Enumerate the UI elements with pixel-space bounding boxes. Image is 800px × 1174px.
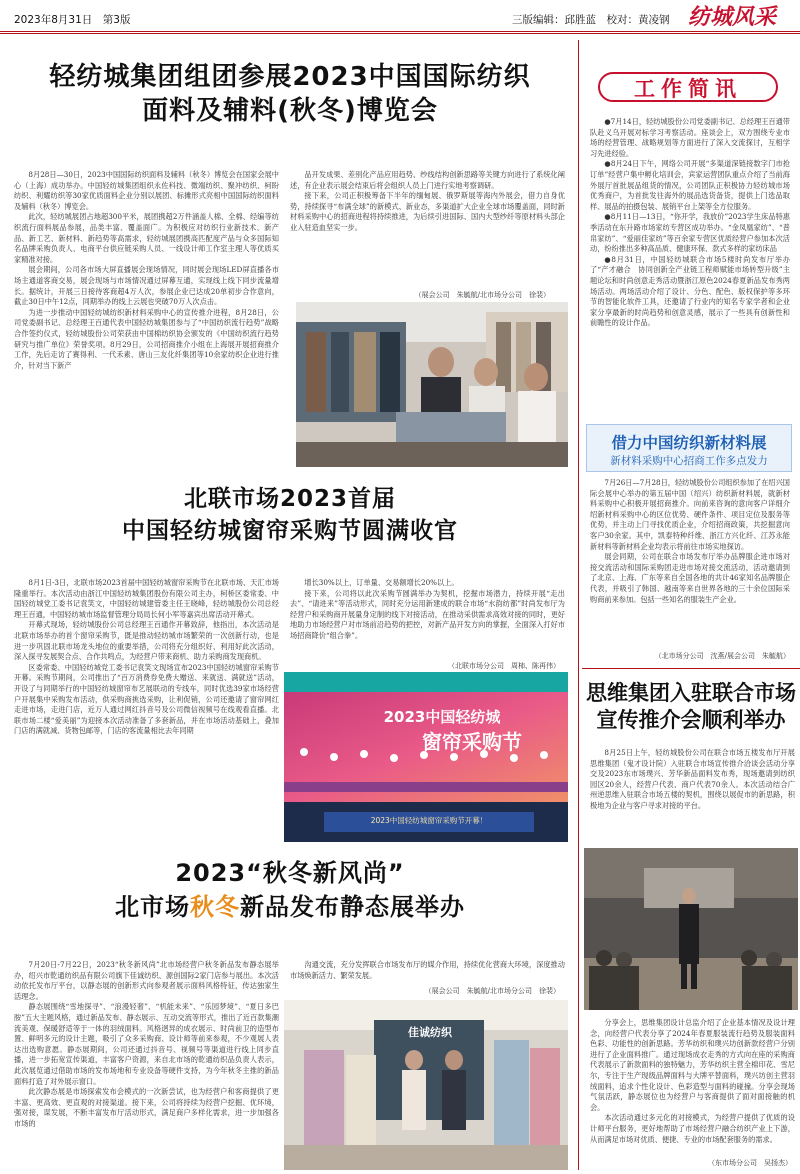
article1-col2 — [290, 170, 565, 288]
work-briefs-title: 工作简讯 — [634, 77, 742, 101]
article2-col2 — [290, 578, 565, 658]
paragraph: 本次活动通过多元化的对接模式，为经营户提供了优质的设计师平台服务，更好地帮助了市场经营户融合纺织产业上下游，从而满足市场对优质、便捷、专业的市场配套服务的需求。 — [590, 1113, 795, 1144]
paragraph: 品开发成果、差别化产品应用趋势、纱线结构创新思路等关键方向进行了系统化阐述，有企业表示展会结束后将会组织人员上门进行实地考察调研。 — [290, 170, 565, 190]
static-exhibition-photo — [284, 1000, 568, 1170]
stage-logo: 佳诚纺织 — [408, 1026, 452, 1039]
column-divider — [578, 40, 579, 1170]
paragraph: 7月26日—7月28日，轻纺城股份公司组织参加了在绍兴国际会展中心举办的第五届中国（绍兴）纺织新材料展，就新材料采购中心积极开展招商推介。向前来咨询的意向客户详细介绍新材料采购中心的区位优势、硬件条件、项目定位及服务等优势，并主动上门寻找优质企业，介绍招商政策，共挖掘意向客户30余家。其中，凯泰特种纤维、浙江方兴化纤、江苏永能新材料等新材料企业均表示将前往市场实地探访。 — [590, 478, 790, 551]
siwei-body-top — [590, 748, 795, 840]
brand-logo: 纺城风采 — [688, 4, 777, 30]
article3-title-line2 — [30, 890, 550, 924]
runway-photo — [584, 848, 798, 1010]
brief-item: ●8月31日，中国轻纺城联合市场5楼时尚发布厅举办了“产才融合 协同创新全产业链工程师赋能市场转型升级”主题论坛和时尚创意走秀活动暨浙江原色2024春夏新品发布秀两场活动。两场活动介绍了设计、分色、配色、版权保护等多环节的智能化软件工具，还邀请了行业内的知名专家学者和企业家分享最新的时尚趋势和创意灵感，展示了一些具有创新性和前瞻性的设计作品。 — [590, 254, 790, 328]
article1-credit: （展会公司 朱毓航/北市场分公司 徐裴） — [414, 291, 550, 299]
paragraph: 展会期间，公司各市场大屏直播展会现场情况，同时展会现场LED屏直播各市场主通道客商交易，展会现场与市场情况通过屏幕互通，实现线上线下同步流量增长。据统计，开展三日接待客商超4万人次，参展企业已达成20单初步合作意向，截止30日中午12点，同期举办的线上云展也突破70万人次点击。 — [14, 265, 279, 307]
expo-booth-photo — [296, 302, 568, 467]
article2-headline — [40, 483, 540, 547]
siwei-title-line2: 宣传推介会顺利举办 — [596, 708, 786, 732]
paragraph: 8月1日-3日，北联市场2023首届中国轻纺城窗帘采购节在北联市场、天汇市场隆重举行。本次活动由浙江中国轻纺城集团股份有限公司主办，柯桥区委常委、中国轻纺城党工委书记袁笑文，中国轻纺城建管委主任王晓峰，轻纺城股份公司总经理王百通，中国轻纺城市场监督管理分局局长何小军等嘉宾出席活动开幕式。 — [14, 578, 279, 619]
paragraph: 开幕式现场，轻纺城股份公司总经理王百通作开幕致辞，他指出，本次活动是北联市场举办的首个窗帘采购节，既是推动轻纺城市场繁荣的一次创新行动，也是进一步巩固北联市场龙头地位的重要举措，公司将充分组织好、利用好此次活动，深入探寻发展契合点、合作共鸣点，为经营户带来商机、助力采购商发现商机。 — [14, 620, 279, 662]
article1-col1 — [14, 170, 279, 452]
article1-title-line2: 面料及辅料(秋冬)博览会 — [142, 96, 438, 126]
article1-headline — [10, 60, 570, 128]
article3-credit: （展会公司 朱毓航/北市场分公司 徐裴） — [424, 987, 560, 995]
siwei-title-line1: 思维集团入驻联合市场 — [586, 681, 796, 705]
paragraph: 7月20日-7月22日，2023“秋冬新风尚”北市场经营户秋冬新品发布静态展举办，绍兴市乾通纺织品有限公司旗下佳诚纺织、源创国际2家门店参与展出。本次活动依托发布厅平台，以静态展的创新形式向参观者展示面料风格特征，传达独家生活理念。 — [14, 960, 279, 1001]
editor-credits: 三版编辑：邱胜蓝 校对：黄凌钢 — [512, 14, 670, 26]
article2-col1 — [14, 578, 279, 838]
materials-header-box — [586, 424, 792, 472]
paragraph: 为进一步推动中国轻纺城纺织新材料采购中心的宣传推介进程，8月28日，公司党委副书记、总经理王百通代表中国轻纺城集团参与了“中国纺织流行趋势”战略合作签约仪式，轻纺城股份公司荣获由中国棉纺织协会颁发的《中国纺织流行趋势研究与推广单位》荣誉奖项。8月29日，公司招商推介小组在上海展开展招商推介工作，先后走访了赛得利、一代禾素、唐山三友化纤集团等10余家纺织企业进行推介，针对当下新产 — [14, 307, 279, 370]
paragraph: 接下来，公司将以此次采购节圆满举办为契机，挖掘市场潜力，持续开展“走出去”、“请进来”等活动形式，同时充分运用新建成的联合市场“水韵纺都”时尚发布厅为经营户和采购商开展量身定制的线下对接活动，在推动采供需求高效对接的同时，更好地助力市场经营户对市场前沿趋势的把控，对新产品开发方向的掌握，全面深入打好市场招商降价“组合拳”。 — [290, 588, 565, 640]
materials-credit: （北市场分公司 沈燕/展会公司 朱毓航） — [654, 652, 790, 660]
paragraph: 8月28日—30日，2023中国国际纺织面料及辅料（秋冬）博览会在国家会展中心（上海）成功举办。中国轻纺城集团组织永佐科技、微端纺织、聚冲纺织、柯盼纺织、利耀纺织等30家优质面料企业分别以展团、标摊形式亮相中国国际纺织面料及辅料（秋冬）博览会。 — [14, 170, 279, 211]
materials-subtitle: 新材料采购中心招商工作多点发力 — [610, 455, 768, 467]
runway-image — [584, 848, 798, 1010]
article2-title-line2: 中国轻纺城窗帘采购节圆满收官 — [122, 518, 458, 544]
banner-caption: 2023中国轻纺城窗帘采购节开幕！ — [370, 816, 488, 825]
brief-item: ●8月11日—13日，“你开学，我放价”2023学生床品特惠季活动在东升路市场家纺专营区成功举办。“金凤凰家纺”、“普帛家纺”、“爱丽佳家纺”等百余家专营区优质经营户参加本次活动，纷纷推出多种高品质、健康环保、款式多样的家纺床品 — [590, 212, 790, 254]
brief-item: ●7月14日，轻纺城股份公司党委副书记、总经理王百通带队赴义乌开展对标学习考察活动。座谈会上，双方围绕专业市场的经营管理、战略规划等方面进行了深入交流探讨，互相学习先进经验。 — [590, 117, 790, 158]
paragraph: 增长30%以上，订单量、交易额增长20%以上。 — [304, 578, 459, 587]
work-briefs-list — [590, 117, 790, 417]
title-part: 新品发布静态展举办 — [240, 893, 465, 921]
paragraph: 分享会上，思维集团设计总监介绍了企业基本情况及设计理念，向经营户代表分享了2024年春夏服装流行趋势及服装面料色彩、功能性的创新思路。芳华纺织和璞兴坊创新款经营户分别进行了企业面料推广。通过现场成衣走秀的方式向在座的采购商代表展示了新款面料的独特魅力，芳华纺织主营全棉印花、雪尼尔，专注于生产现级品牌面料与大牌平替面料，璞兴坊创主营羽绒面料，追求个性化设计、色彩造型与面料的碰撞。分享会现场气氛活跃，静态展位也为经营户与客商提供了面对面接触的机会。 — [590, 1018, 795, 1112]
paragraph: 沟通交流，充分发挥联合市场发布厅的媒介作用，持续优化营商大环境，深度推动市场焕新活力、繁荣发展。 — [290, 960, 565, 980]
brief-item: ●8月24日下午，网络公司开展“多渠道深链接数字门市抢订单”经营户集中孵化培训会，宾家运营团队重点介绍了当前海外展厅首批展品组货的情况，公司团队正积极协力轻纺城市场优秀商户，为首批发往海外的展品选货备货，提供上门选品取样、展品的拍摄包装、展销平台上架等全方位服务。 — [590, 159, 790, 211]
paragraph: 展会同期，公司在联合市场发布厅举办品牌服企进市场对接交流活动和国际采购团走进市场对接交流活动，活动邀请到了北京、上海、广东等来自全国各地的共计46家知名品牌服企代表，并吸引了韩国、越南等来自世界各地的三十余位国际采购商前来参加。包括一些知名的服装生产企业。 — [590, 552, 790, 604]
section-divider — [582, 668, 800, 669]
expo-booth-image — [296, 302, 568, 467]
article2-credit: （北联市场分公司 周柿、陈再伟） — [448, 662, 560, 670]
article3-col2 — [290, 960, 565, 982]
article1-title-line1: 轻纺城集团组团参展2023中国国际纺织 — [49, 62, 531, 92]
article3-headline — [30, 856, 550, 924]
paragraph: 此次静态展是市场探索发布会模式的一次新尝试，也为经营户和客商提供了更丰富、更高效、更直观的对接渠道。接下来，公司将持续为经营户挖掘、优环境，强对接，谋发展，不断丰富发布厅活动形式，满足商户多样化需求，进一步加强各市场的 — [14, 1087, 279, 1128]
siwei-credit: （东市场分公司 吴扬杰） — [708, 1159, 792, 1167]
title-part: 北市场 — [115, 893, 190, 921]
banner-title: 2023中国轻纺城 — [383, 708, 501, 726]
paragraph: 8月25日上午，轻纺城股份公司在联合市场五楼发布厅开展思维集团（鬼才设计院）入驻联合市场宣传推介洽谈会活动分享交及2023东市场璞兴、芳华新品面料发布秀，现场邀请到纺织园区20余人，经营户代表、商户代表70余人。本次活动结合广州逆思维入驻联合市场五楼的契机，围绕以展促市的新思路，积极地为企业与客户寻求对接的平台。 — [590, 748, 795, 810]
materials-title: 借力中国纺织新材料展 — [611, 434, 767, 452]
article3-title-line1: 2023“秋冬新风尚” — [175, 859, 405, 887]
issue-date: 2023年8月31日 第3版 — [14, 14, 131, 26]
work-briefs-header — [598, 70, 778, 104]
banner-subtitle: 窗帘采购节 — [422, 730, 522, 754]
siwei-body-bottom — [590, 1018, 795, 1156]
curtain-festival-photo — [284, 672, 568, 842]
materials-body — [590, 478, 790, 648]
paragraph: 此次，轻纺城展团占地超300平米，展团携超2万件涵盖人棉、全棉、经编等纺织流行面料展品参展，品类丰富、覆盖面广。为积极应对纺织行业新技术、新产品、新工艺、新材料、新趋势等高需求，轻纺城展团携高匹配度产品与众多国际知名品牌采购负责人、电商平台供应链采购人员、一线设计师工作室主理人等优质买家精准对接。 — [14, 212, 279, 264]
article2-title-line1: 北联市场2023首届 — [183, 486, 396, 512]
title-highlight: 秋冬 — [190, 893, 240, 921]
paragraph: 接下来，公司正积极筹备下半年的缅甸展、俄罗斯展等海内外展会，借力自身优势，持续探寻“布满全球”的新模式、新业态，多渠道扩大企业全球市场覆盖面，同时新材料采购中心的招商进程将持续推进，为后续引进国际、国内大型纱纤等原材料头部企业入驻造血坚实一步。 — [290, 191, 565, 232]
siwei-headline — [584, 680, 798, 734]
article3-col1 — [14, 960, 279, 1170]
paragraph: 静态展围绕“雪地探寻”、“浪漫轻奢”、“机能未来”、“乐园梦境”、“夏日多巴胺”五大主题风格，通过新品发布、静态展示、互动交流等形式，推出了近百款集潮流美观、保暖舒适等于一体的羽绒面料。风格迥异的成衣展示、时尚前卫的造型布置、鲜明多元的设计主题，吸引了众多采购商、设计师等前来参观，不少观展人表达出选购意愿。静态展期间，公司还通过抖音号、视频号等渠道进行线上同步直播，进一步拓宽宣传渠道，丰富客户资源，来自北市场的乾通纺织品负责人表示，此次展览通过借助市场的发布场地和专业设备等硬件支持，为今年秋冬主推的新品面料打造了对外展示窗口。 — [14, 1002, 279, 1086]
paragraph: 区委常委、中国轻纺城党工委书记袁笑文现场宣布2023中国轻纺城窗帘采购节开幕。采购节期间，公司推出了“百万消费券免费大赠送、来就送、满就送”活动，开设了与同期举行的中国轻纺城窗帘布艺展联动的专线车，同时优选39家市场经营户开展集中采购发布活动，供采购商挑选采购，让利促销，公司还邀请了窗帘网红走进市场，走进门店，近万人通过网红抖音号及公司微信视频号在线观看直播。北联市场二楼“爱美丽”为迎接本次活动准备了多套新品，并在市场活动基础上，叠加门店的满就减、货物包邮等，门店的客流量相比去年同期 — [14, 662, 279, 736]
